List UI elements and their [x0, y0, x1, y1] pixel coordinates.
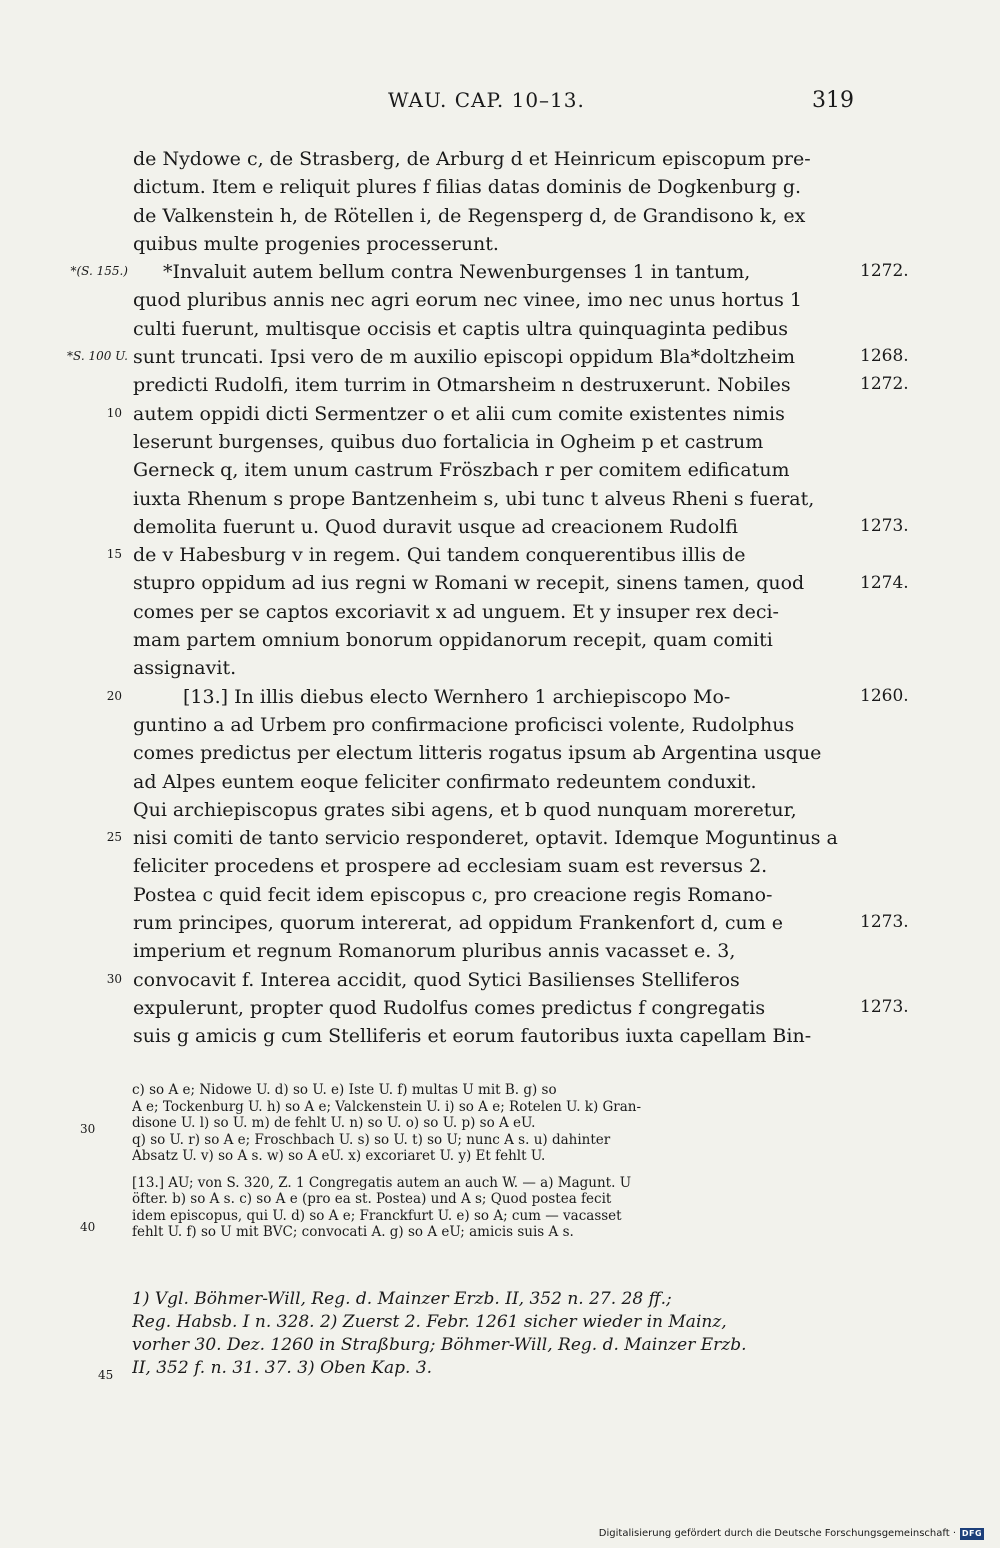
text-line: de Valkenstein h, de Rötellen i, de Regensperg d, de Grandisono k, ex [133, 204, 806, 227]
footnote-line: 1) Vgl. Böhmer-Will, Reg. d. Mainzer Erzb. II, 352 n. 27. 28 ff.; [132, 1289, 672, 1309]
text-line: quod pluribus annis nec agri eorum nec vinee, imo nec unus hortus 1 [133, 289, 802, 312]
apparatus-block-2 [132, 1175, 852, 1241]
text-line: assignavit. [133, 657, 237, 680]
text-line: dictum. Item e reliquit plures f filias datas dominis de Dogkenburg g. [133, 176, 802, 199]
apparatus-gap [132, 1165, 852, 1175]
critical-apparatus [132, 1082, 852, 1241]
text-line: mam partem omnium bonorum oppidanorum recepit, quam comiti [133, 629, 773, 652]
dfg-logo: DFG [961, 1529, 983, 1538]
apparatus-line: [13.] AU; von S. 320, Z. 1 Congregatis autem an auch W. — a) Magunt. U [132, 1174, 632, 1191]
text-line: ad Alpes euntem eoque feliciter confirmato redeuntem conduxit. [133, 770, 757, 793]
apparatus-line: fehlt U. f) so U mit BVC; convocati A. g) so A eU; amicis suis A s. [132, 1224, 574, 1240]
line-number: 30 [106, 971, 122, 986]
apparatus-line: A e; Tockenburg U. h) so A e; Valckenstein U. i) so A e; Rotelen U. k) Gran- [132, 1098, 642, 1115]
apparatus-line: q) so U. r) so A e; Froschbach U. s) so U. t) so U; nunc A s. u) dahinter [132, 1131, 611, 1148]
page-number: 319 [812, 88, 854, 113]
text-line: de v Habesburg v in regem. Qui tandem conquerentibus illis de [133, 544, 746, 567]
apparatus-line: öfter. b) so A s. c) so A e (pro ea st. Postea) und A s; Quod postea fecit [132, 1191, 612, 1207]
margin-reference: *S. 100 U. [67, 349, 128, 364]
line-number: 25 [106, 830, 122, 845]
footnote-line: II, 352 f. n. 31. 37. 3) Oben Kap. 3. [132, 1358, 433, 1378]
text-line: comes per se captos excoriavit x ad unguem. Et y insuper rex deci- [133, 600, 779, 623]
text-line: convocavit f. Interea accidit, quod Sytici Basilienses Stelliferos [133, 968, 740, 991]
text-line: demolita fuerunt u. Quod duravit usque ad creacionem Rudolfi [133, 515, 738, 538]
apparatus-line: c) so A e; Nidowe U. d) so U. e) Iste U. f) multas U mit B. g) so [132, 1082, 557, 1098]
margin-year: 1273. [860, 997, 909, 1017]
footnote-line: Reg. Habsb. I n. 328. 2) Zuerst 2. Febr. 1261 sicher wieder in Mainz, [132, 1312, 727, 1332]
text-line: quibus multe progenies processerunt. [133, 232, 499, 255]
text-line: predicti Rudolfi, item turrim in Otmarsheim n destruxerunt. Nobiles [133, 374, 791, 397]
margin-year: 1273. [860, 515, 909, 536]
credit-bar [560, 1526, 984, 1542]
apparatus-block-1 [132, 1082, 852, 1165]
line-number: 10 [106, 405, 122, 420]
apparatus-line-number: 30 [80, 1122, 96, 1136]
text-line: *Invaluit autem bellum contra Newenburgenses 1 in tantum, [163, 261, 751, 284]
text-line: leserunt burgenses, quibus duo fortalicia in Ogheim p et castrum [133, 430, 764, 453]
margin-year: 1272. [860, 261, 909, 282]
text-line: Postea c quid fecit idem episcopus c, pro creacione regis Romano- [133, 883, 773, 906]
text-line: expulerunt, propter quod Rudolfus comes predictus f congregatis [133, 996, 766, 1019]
text-line: Gerneck q, item unum castrum Fröszbach r per comitem edificatum [133, 459, 790, 482]
text-line: sunt truncati. Ipsi vero de m auxilio episcopi oppidum Bla*doltzheim [133, 346, 796, 369]
apparatus-line-number: 40 [80, 1220, 96, 1234]
credit-text: Digitalisierung gefördert durch die Deutsche Forschungsgemeinschaft · [598, 1528, 956, 1539]
text-line: guntino a ad Urbem pro confirmacione proficisci volente, Rudolphus [133, 713, 795, 736]
page-header [0, 88, 1000, 118]
margin-reference: *(S. 155.) [70, 264, 128, 279]
text-line: feliciter procedens et prospere ad ecclesiam suam est reversus 2. [133, 855, 768, 878]
text-line: culti fuerunt, multisque occisis et captis ultra quinquaginta pedibus [133, 317, 789, 340]
footnotes [132, 1288, 852, 1380]
text-line: comes predictus per electum litteris rogatus ipsum ab Argentina usque [133, 742, 822, 765]
margin-year: 1268. [860, 346, 909, 367]
text-line: suis g amicis g cum Stelliferis et eorum fautoribus iuxta capellam Bin- [133, 1025, 812, 1048]
text-line: imperium et regnum Romanorum pluribus annis vacasset e. 3, [133, 940, 736, 963]
text-line: de Nydowe c, de Strasberg, de Arburg d et Heinricum episcopum pre- [133, 148, 811, 170]
margin-year: 1272. [860, 374, 909, 395]
text-line: [13.] In illis diebus electo Wernhero 1 archiepiscopo Mo- [183, 685, 731, 708]
margin-year: 1260. [860, 685, 909, 706]
apparatus-line: idem episcopus, qui U. d) so A e; Franckfurt U. e) so A; cum — vacasset [132, 1207, 622, 1224]
text-line: autem oppidi dicti Sermentzer o et alii cum comite existentes nimis [133, 402, 785, 425]
text-line: stupro oppidum ad ius regni w Romani w recepit, sinens tamen, quod [133, 572, 805, 595]
apparatus-line: Absatz U. v) so A s. w) so A eU. x) excoriaret U. y) Et fehlt U. [132, 1148, 546, 1164]
footnote-line: vorher 30. Dez. 1260 in Straßburg; Böhmer-Will, Reg. d. Mainzer Erzb. [132, 1335, 747, 1355]
line-number: 20 [106, 688, 122, 703]
footnote-line-number: 45 [98, 1368, 114, 1382]
main-text [133, 145, 853, 1051]
running-head: WAU. CAP. 10–13. [388, 88, 585, 112]
text-line: nisi comiti de tanto servicio responderet, optavit. Idemque Moguntinus a [133, 827, 838, 850]
margin-year: 1273. [860, 912, 909, 933]
margin-year: 1274. [860, 572, 909, 593]
text-line: rum principes, quorum intererat, ad oppidum Frankenfort d, cum e [133, 912, 784, 935]
text-line: Qui archiepiscopus grates sibi agens, et b quod nunquam moreretur, [133, 798, 797, 821]
text-line: iuxta Rhenum s prope Bantzenheim s, ubi tunc t alveus Rheni s fuerat, [133, 487, 815, 510]
apparatus-line: disone U. l) so U. m) de fehlt U. n) so U. o) so U. p) so A eU. [132, 1115, 536, 1131]
line-number: 15 [106, 547, 122, 562]
